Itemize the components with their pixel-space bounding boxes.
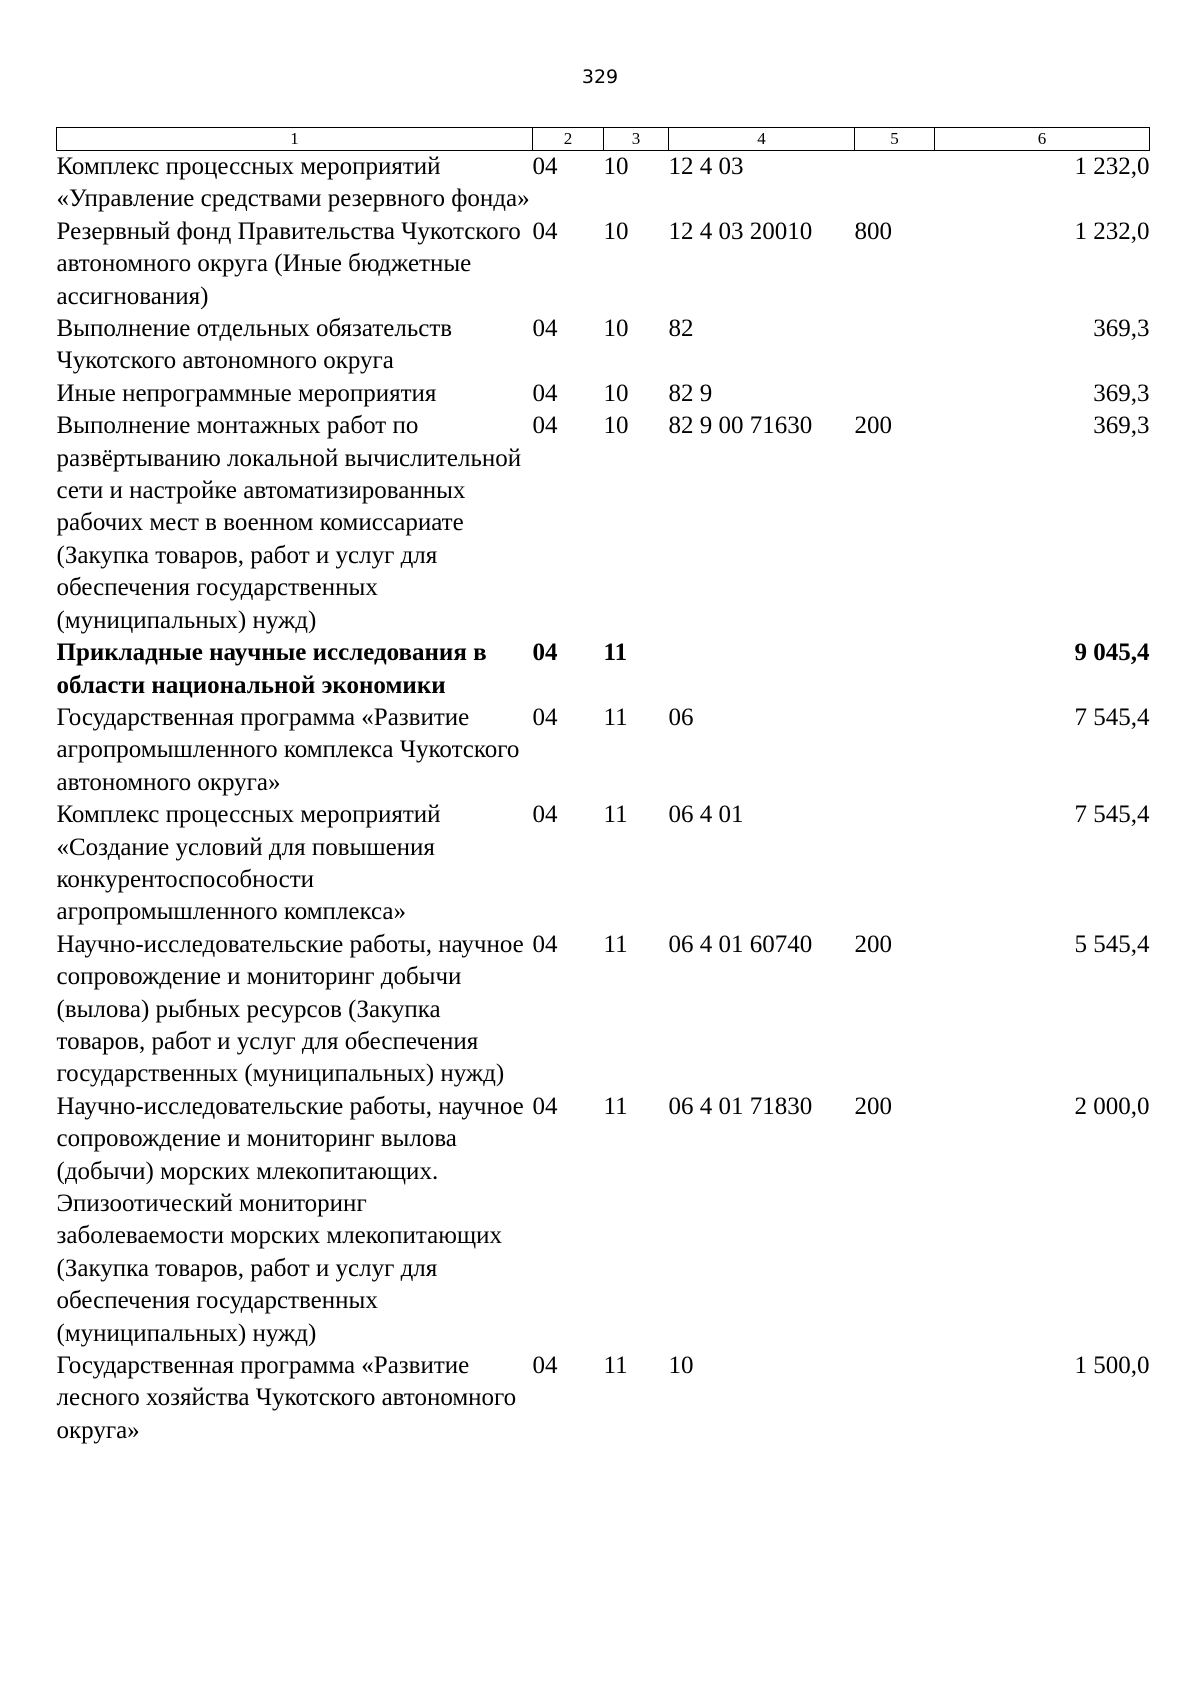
row-subsection: 11 xyxy=(603,930,628,958)
row-section: 04 xyxy=(532,930,558,958)
table-body xyxy=(57,151,1150,1448)
row-section: 04 xyxy=(532,703,558,731)
row-name: Комплекс процессных мероприятий «Управление средствами резервного фонда» xyxy=(56,153,530,213)
row-name: Научно-исследовательские работы, научное сопровождение и мониторинг вылова (добычи) морских млекопитающих. Эпизоотический мониторинг заболеваемости морских млекопитающих (Закупка товаров, работ и услуг для обеспечения государственных (муниципальных) нужд) xyxy=(56,1092,524,1347)
row-subsection: 11 xyxy=(603,1352,628,1380)
row-section: 04 xyxy=(532,217,558,245)
row-subsection: 11 xyxy=(603,1092,628,1120)
row-amount: 7 545,4 xyxy=(1074,801,1150,829)
row-section: 04 xyxy=(532,801,558,829)
row-target-article: 06 xyxy=(668,703,694,731)
row-target-article: 82 9 xyxy=(668,379,713,407)
row-amount: 1 232,0 xyxy=(1074,153,1150,180)
column-header-section: 2 xyxy=(533,128,604,151)
row-expense-type xyxy=(855,799,935,929)
row-expense-type xyxy=(855,313,935,378)
table-row xyxy=(57,1350,1150,1447)
table-row xyxy=(57,1091,1150,1350)
row-expense-type: 800 xyxy=(854,217,892,245)
row-target-article: 06 4 01 60740 xyxy=(668,930,813,958)
table-row xyxy=(57,929,1150,1091)
row-subsection: 10 xyxy=(603,315,629,343)
row-expense-type: 200 xyxy=(854,1092,892,1120)
row-expense-type: 200 xyxy=(854,930,892,958)
row-name: Государственная программа «Развитие лесного хозяйства Чукотского автономного округа» xyxy=(56,1352,517,1444)
row-amount: 369,3 xyxy=(1093,379,1150,407)
row-section: 04 xyxy=(532,639,558,667)
row-expense-type: 200 xyxy=(854,412,892,440)
row-section: 04 xyxy=(532,315,558,343)
row-subsection: 10 xyxy=(603,379,629,407)
page-number: 329 xyxy=(581,66,619,88)
table-row xyxy=(57,216,1150,313)
row-target-article: 82 9 00 71630 xyxy=(668,412,813,440)
row-subsection: 10 xyxy=(603,217,629,245)
row-section: 04 xyxy=(532,412,558,440)
row-name: Выполнение отдельных обязательств Чукотского автономного округа xyxy=(56,315,453,375)
row-amount: 369,3 xyxy=(1093,315,1150,343)
row-amount: 2 000,0 xyxy=(1074,1092,1150,1120)
row-name: Государственная программа «Развитие агропромышленного комплекса Чукотского автономного округа» xyxy=(56,703,520,796)
row-target-article xyxy=(669,637,855,702)
row-expense-type xyxy=(855,1350,935,1447)
row-amount: 9 045,4 xyxy=(1074,639,1150,667)
row-target-article: 12 4 03 20010 xyxy=(668,217,813,245)
table-row xyxy=(57,799,1150,929)
row-section: 04 xyxy=(532,153,558,180)
row-amount: 1 500,0 xyxy=(1074,1352,1150,1380)
row-target-article: 12 4 03 xyxy=(668,153,744,180)
row-section: 04 xyxy=(532,379,558,407)
row-amount: 7 545,4 xyxy=(1074,703,1150,731)
row-amount: 369,3 xyxy=(1093,412,1150,440)
row-subsection: 10 xyxy=(603,412,629,440)
row-subsection: 11 xyxy=(603,801,628,829)
row-expense-type xyxy=(855,702,935,799)
row-target-article: 10 xyxy=(668,1352,694,1380)
row-subsection: 11 xyxy=(603,703,628,731)
row-name: Выполнение монтажных работ по развёртыванию локальной вычислительной сети и настройке автоматизированных рабочих мест в военном комиссариате (Закупка товаров, работ и услуг для обеспечения государственных (муниципальных) нужд) xyxy=(56,412,522,634)
row-amount: 5 545,4 xyxy=(1074,930,1150,958)
row-name: Резервный фонд Правительства Чукотского автономного округа (Иные бюджетные ассигнования) xyxy=(56,217,521,310)
row-amount: 1 232,0 xyxy=(1074,217,1150,245)
table-row xyxy=(57,702,1150,799)
table-row xyxy=(57,410,1150,637)
row-target-article: 06 4 01 71830 xyxy=(668,1092,813,1120)
row-expense-type xyxy=(855,151,935,216)
row-subsection: 10 xyxy=(603,153,629,180)
table-row xyxy=(57,313,1150,378)
table-row xyxy=(57,378,1150,410)
row-target-article: 82 xyxy=(668,315,694,343)
budget-table xyxy=(56,127,1150,1447)
row-name: Научно-исследовательские работы, научное сопровождение и мониторинг добычи (вылова) рыбных ресурсов (Закупка товаров, работ и услуг для обеспечения государственных (муниципальных) нужд) xyxy=(56,930,524,1088)
table-header-row xyxy=(57,128,1150,151)
row-expense-type xyxy=(855,378,935,410)
row-expense-type xyxy=(855,637,935,702)
column-header-subsection: 3 xyxy=(604,128,669,151)
row-name: Прикладные научные исследования в области национальной экономики xyxy=(56,639,487,699)
row-section: 04 xyxy=(532,1352,558,1380)
column-header-expense-type: 5 xyxy=(855,128,935,151)
column-header-target-article: 4 xyxy=(669,128,855,151)
row-name: Иные непрограммные мероприятия xyxy=(56,379,437,407)
row-target-article: 06 4 01 xyxy=(668,801,744,829)
row-section: 04 xyxy=(532,1092,558,1120)
column-header-amount: 6 xyxy=(935,128,1150,151)
table-row xyxy=(57,151,1150,216)
row-name: Комплекс процессных мероприятий «Создание условий для повышения конкурентоспособности агропромышленного комплекса» xyxy=(56,801,441,926)
column-header-name: 1 xyxy=(57,128,533,151)
table-row xyxy=(57,637,1150,702)
row-subsection: 11 xyxy=(603,639,628,667)
